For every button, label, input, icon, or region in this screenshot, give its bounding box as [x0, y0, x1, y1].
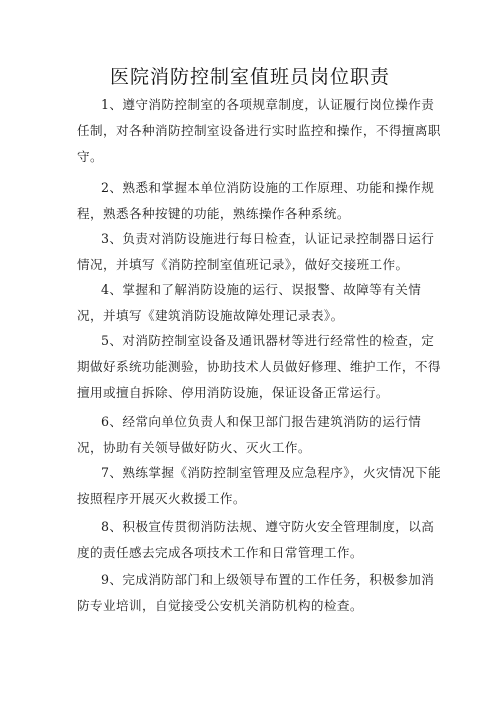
duty-paragraph-3: 3、负责对消防设施进行每日检查，认证记录控制器日运行情况，并填写《消防控制室值班记录》，做好交接班工作。 [77, 231, 435, 272]
duty-paragraph-2: 2、熟悉和掌握本单位消防设施的工作原理、功能和操作规程，熟悉各种按键的功能，熟练操作各种系统。 [77, 180, 435, 221]
duty-paragraph-1: 1、遵守消防控制室的各项规章制度，认证履行岗位操作责任制，对各种消防控制室设备进行实时监控和操作，不得擅离职守。 [77, 97, 441, 164]
duty-paragraph-8: 8、积极宣传贯彻消防法规、遵守防火安全管理制度，以高度的责任感去完成各项技术工作和日常管理工作。 [77, 519, 435, 560]
duty-paragraph-4: 4、掌握和了解消防设施的运行、误报警、故障等有关情况，并填写《建筑消防设施故障处理记录表》。 [77, 282, 422, 323]
duty-paragraph-9: 9、完成消防部门和上级领导布置的工作任务，积极参加消防专业培训，自觉接受公安机关消防机构的检查。 [77, 572, 435, 613]
document-title: 医院消防控制室值班员岗位职责 [109, 66, 390, 88]
duty-paragraph-7: 7、熟练掌握《消防控制室管理及应急程序》，火灾情况下能按照程序开展灭火救援工作。 [77, 465, 441, 506]
duty-paragraph-6: 6、经常向单位负责人和保卫部门报告建筑消防的运行情况，协助有关领导做好防火、灭火工作。 [77, 414, 422, 455]
duty-paragraph-5: 5、对消防控制室设备及通讯器材等进行经常性的检查，定期做好系统功能测验，协助技术人员做好修理、维护工作，不得擅用或擅自拆除、停用消防设施，保证设备正常运行。 [77, 333, 441, 400]
